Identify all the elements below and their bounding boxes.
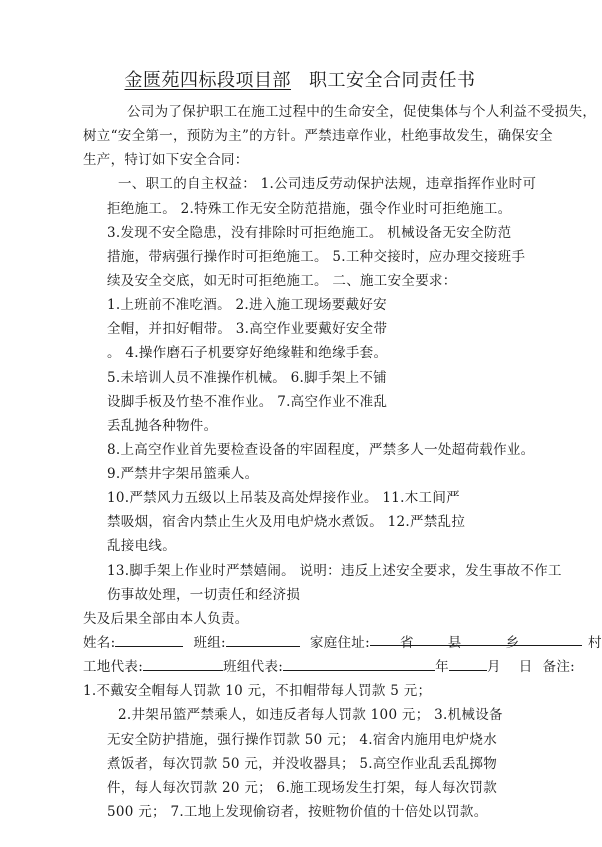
body-line: 13.脚手架上作业时严禁嬉闹。 说明：违反上述安全要求，发生事故不作工: [107, 563, 562, 579]
document-title: [0, 66, 600, 92]
note-line: 1.不戴安全帽每人罚款 10 元，不扣帽带每人罚款 5 元；: [83, 683, 432, 699]
body-line: 8.上高空作业首先要检查设备的牢固程度，严禁多人一处超荷载作业。: [107, 442, 535, 458]
body-line: 10.严禁风力五级以上吊装及高处焊接作业。 11.木工间严: [107, 490, 460, 506]
body-line: 设脚手板及竹垫不准作业。 7.高空作业不准乱: [107, 394, 388, 410]
body-line: 伤事故处理，一切责任和经济损: [107, 587, 301, 603]
body-line: 公司为了保护职工在施工过程中的生命安全，促使集体与个人利益不受损失，: [127, 104, 597, 120]
year-label: 年: [435, 659, 449, 675]
body-line: 一、职工的自主权益： 1.公司违反劳动保护法规，违章指挥作业时可: [118, 176, 537, 192]
body-line: 失及后果全部由本人负责。: [83, 611, 249, 627]
body-line: 3.发现不安全隐患，没有排除时可拒绝施工。 机械设备无安全防范: [107, 225, 512, 241]
note-label: 备注:: [542, 659, 576, 675]
province-label: 省: [399, 635, 414, 651]
body-line: 措施，带病强行操作时可拒绝施工。 5.工种交接时，应办理交接班手: [107, 249, 526, 265]
body-line: 丢乱抛各种物件。: [107, 418, 218, 434]
team-rep-label: 班组代表:: [223, 659, 284, 675]
site-rep-label: 工地代表:: [83, 659, 144, 675]
name-field[interactable]: [115, 632, 183, 647]
village-label: 村: [587, 635, 602, 651]
note-line: 500 元； 7.工地上发现偷窃者，按赃物价值的十倍处以罚款。: [107, 804, 488, 820]
body-line: 9.严禁井字架吊篮乘人。: [107, 466, 259, 482]
team-label: 班组:: [193, 635, 226, 651]
day-label: 日: [518, 659, 533, 675]
name-label: 姓名:: [83, 635, 116, 651]
body-line: 树立“安全第一，预防为主”的方针。严禁违章作业，杜绝事故发生，确保安全: [83, 128, 553, 144]
note-line: 2.井架吊篮严禁乘人，如违反者每人罚款 100 元； 3.机械设备: [118, 707, 503, 723]
name-row: [83, 631, 602, 651]
body-line: 禁吸烟，宿舍内禁止生火及用电炉烧水煮饭。 12.严禁乱拉: [107, 514, 466, 530]
body-line: 1.上班前不准吃酒。 2.进入施工现场要戴好安: [107, 297, 387, 313]
body-line: 全帽，并扣好帽带。 3.高空作业要戴好安全带: [107, 321, 388, 337]
month-label: 月: [486, 659, 501, 675]
body-line: 乱接电线。: [107, 538, 176, 554]
note-line: 件，每人每次罚款 20 元； 6.施工现场发生打架，每人每次罚款: [107, 780, 498, 796]
year-field[interactable]: [393, 656, 435, 671]
team-field[interactable]: [226, 632, 300, 647]
representative-row: [83, 655, 575, 675]
note-line: 煮饭者，每次罚款 50 元，并没收器具； 5.高空作业乱丢乱掷物: [107, 756, 498, 772]
month-field[interactable]: [449, 656, 487, 671]
township-label: 乡: [505, 635, 520, 651]
document-name: 职工安全合同责任书: [309, 70, 476, 91]
body-line: 。 4.操作磨石子机要穿好绝缘鞋和绝缘手套。: [107, 345, 388, 361]
body-line: 续及安全交底，如无时可拒绝施工。 二、施工安全要求：: [107, 273, 457, 289]
project-name: 金匮苑四标段项目部: [124, 70, 291, 91]
home-address-label: 家庭住址:: [309, 635, 370, 651]
body-line: 拒绝施工。 2.特殊工作无安全防范措施，强令作业时可拒绝施工。: [107, 201, 512, 217]
team-rep-field[interactable]: [283, 656, 393, 671]
county-label: 县: [447, 635, 462, 651]
body-line: 5.未培训人员不准操作机械。 6.脚手架上不铺: [107, 370, 387, 386]
body-line: 生产，特订如下安全合同：: [83, 152, 249, 168]
note-line: 无安全防护措施，强行操作罚款 50 元； 4.宿舍内施用电炉烧水: [107, 732, 498, 748]
site-rep-field[interactable]: [143, 656, 223, 671]
home-address-field[interactable]: [370, 631, 582, 651]
